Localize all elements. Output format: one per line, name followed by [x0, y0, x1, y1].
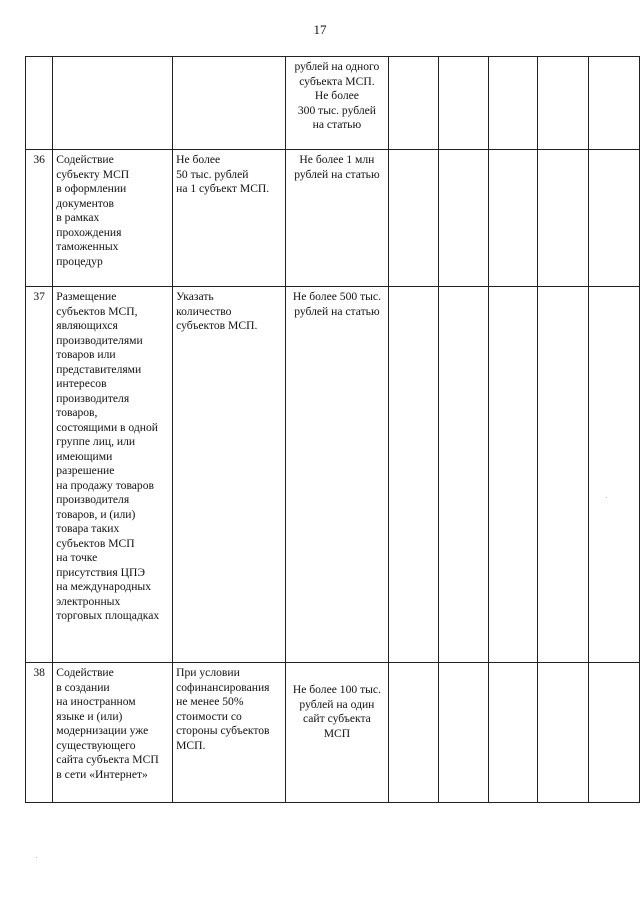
empty-cell — [488, 663, 538, 803]
empty-cell — [538, 663, 588, 803]
measures-table — [25, 56, 640, 803]
measure-name: Размещение субъектов МСП, являющихся производителями товаров или представителями интересов производителя товаров, состоящими в одной группе лиц, или имеющими разрешение на продажу товаров производителя товаров, и (или) товара таких субъектов МСП на точке присутствия ЦПЭ на международных электронных торговых площадках — [53, 287, 173, 663]
measure-condition: При условии софинансирования не менее 50% стоимости со стороны субъектов МСП. — [173, 663, 286, 803]
empty-cell — [538, 57, 588, 150]
empty-cell — [588, 287, 639, 663]
measure-condition: Не более 50 тыс. рублей на 1 субъект МСП. — [173, 150, 286, 287]
measure-name — [53, 57, 173, 150]
empty-cell — [588, 663, 639, 803]
empty-cell — [538, 150, 588, 287]
row-number: 36 — [26, 150, 53, 287]
page-number: 17 — [313, 22, 327, 37]
empty-cell — [439, 57, 489, 150]
empty-cell — [538, 287, 588, 663]
table-row — [26, 287, 640, 663]
empty-cell — [439, 287, 489, 663]
row-number — [26, 57, 53, 150]
empty-cell — [488, 57, 538, 150]
measure-limit: рублей на одного субъекта МСП. Не более 300 тыс. рублей на статью — [286, 57, 389, 150]
row-number: 38 — [26, 663, 53, 803]
empty-cell — [588, 150, 639, 287]
scan-speck — [36, 857, 37, 858]
measure-limit: Не более 1 млн рублей на статью — [286, 150, 389, 287]
measure-limit: Не более 500 тыс. рублей на статью — [286, 287, 389, 663]
empty-cell — [588, 57, 639, 150]
measure-name: Содействие в создании на иностранном языке и (или) модернизации уже существующего сайта субъекта МСП в сети «Интернет» — [53, 663, 173, 803]
measure-condition: Указать количество субъектов МСП. — [173, 287, 286, 663]
measure-limit: Не более 100 тыс. рублей на один сайт субъекта МСП — [286, 663, 389, 803]
empty-cell — [488, 150, 538, 287]
table-row — [26, 150, 640, 287]
empty-cell — [439, 150, 489, 287]
empty-cell — [439, 663, 489, 803]
empty-cell — [388, 150, 438, 287]
measure-condition — [173, 57, 286, 150]
table-row — [26, 663, 640, 803]
empty-cell — [488, 287, 538, 663]
empty-cell — [388, 663, 438, 803]
measure-name: Содействие субъекту МСП в оформлении документов в рамках прохождения таможенных процедур — [53, 150, 173, 287]
row-number: 37 — [26, 287, 53, 663]
table-row — [26, 57, 640, 150]
empty-cell — [388, 287, 438, 663]
scan-speck — [606, 497, 607, 498]
empty-cell — [388, 57, 438, 150]
